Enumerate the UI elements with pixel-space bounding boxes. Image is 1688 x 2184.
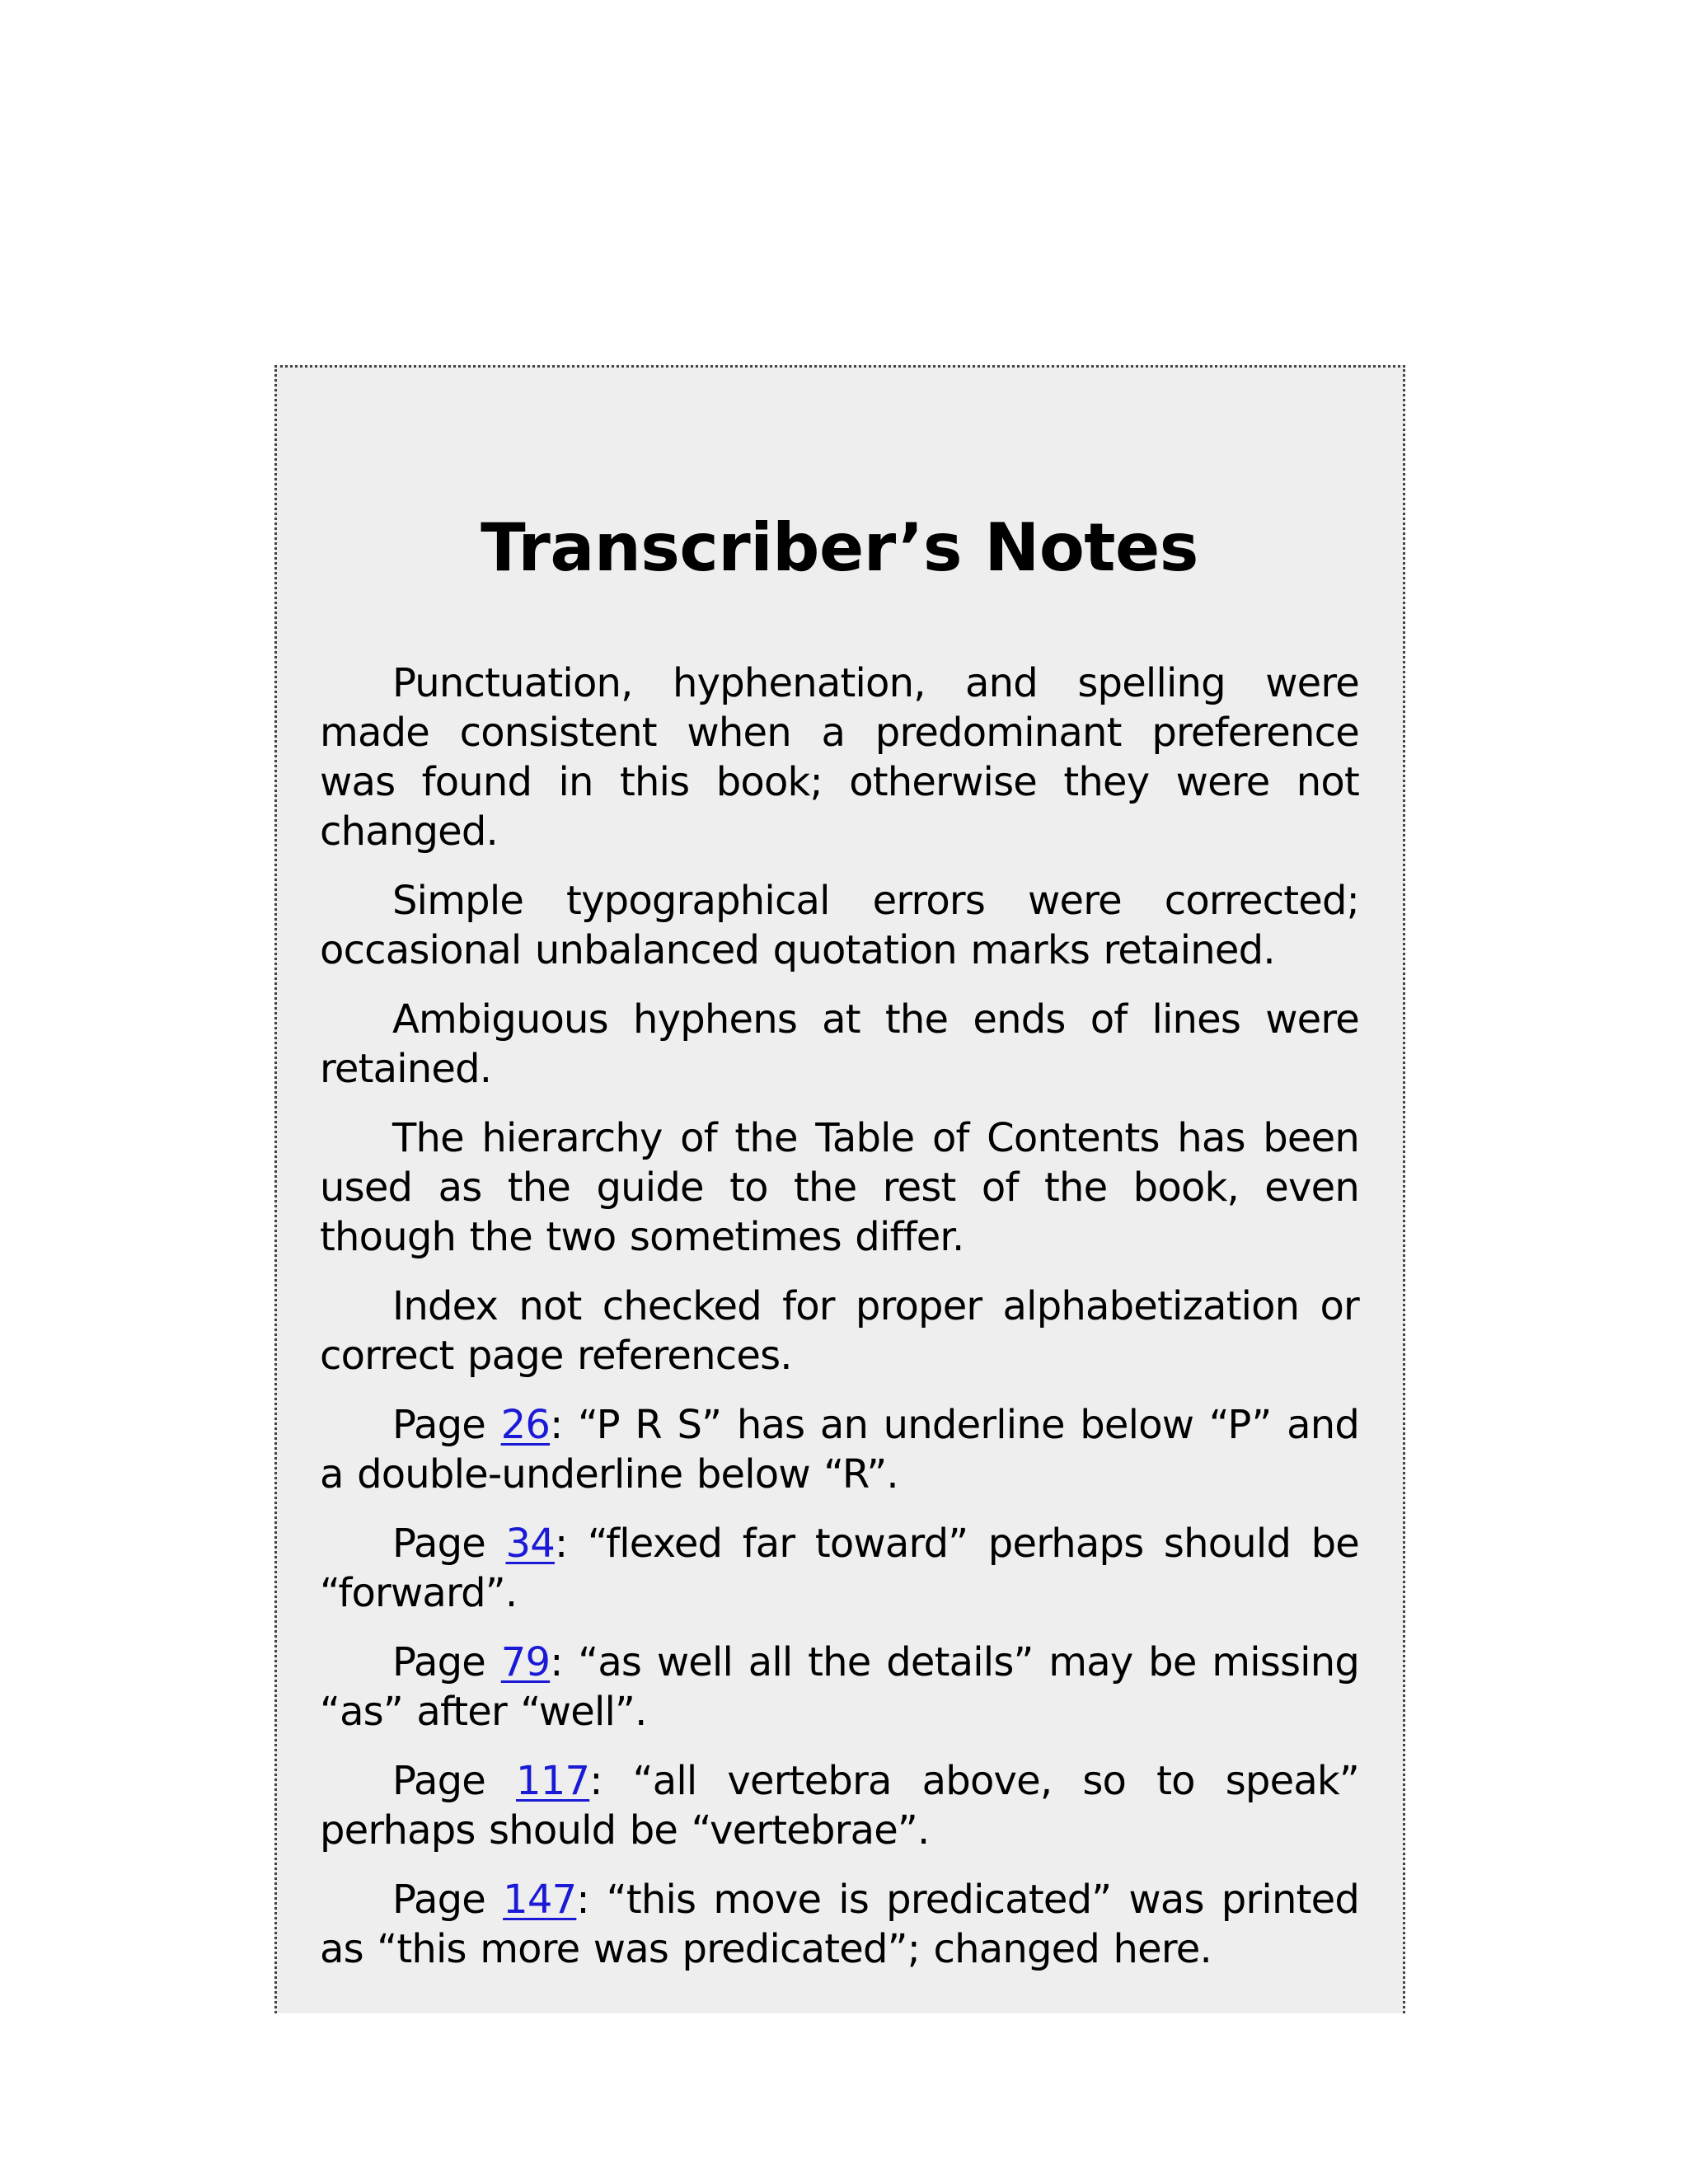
note-page-prefix: Page bbox=[392, 1877, 504, 1923]
note-paragraph: Simple typographical errors were corrected; occasional unbalanced quotation marks retained. bbox=[320, 878, 1359, 973]
note-correction-text: : “P R S” has an underline below “P” and a double-underline below “R”. bbox=[320, 1402, 1359, 1497]
note-page-prefix: Page bbox=[392, 1521, 506, 1567]
note-correction-text: : “all vertebra above, so to speak” perhaps should be “vertebrae”. bbox=[320, 1758, 1359, 1854]
note-page-correction bbox=[320, 1400, 1359, 1499]
note-page-correction bbox=[320, 1756, 1359, 1855]
note-paragraph: Index not checked for proper alphabetization or correct page references. bbox=[320, 1283, 1359, 1379]
page-link-117[interactable]: 117 bbox=[516, 1758, 590, 1804]
page-link-26[interactable]: 26 bbox=[500, 1402, 551, 1448]
page-link-79[interactable]: 79 bbox=[500, 1639, 551, 1685]
note-page-prefix: Page bbox=[392, 1758, 517, 1804]
notes-title: Transcriber’s Notes bbox=[481, 509, 1198, 586]
page-link-34[interactable]: 34 bbox=[505, 1521, 555, 1567]
note-page-prefix: Page bbox=[392, 1639, 501, 1685]
note-paragraph: Ambiguous hyphens at the ends of lines were retained. bbox=[320, 996, 1359, 1092]
note-correction-text: : “this move is predicated” was printed as “this more was predicated”; changed here. bbox=[320, 1877, 1359, 1972]
note-correction-text: : “as well all the details” may be missing “as” after “well”. bbox=[320, 1639, 1359, 1735]
note-page-correction bbox=[320, 1875, 1359, 1974]
page-link-147[interactable]: 147 bbox=[503, 1877, 577, 1923]
note-paragraph: Punctuation, hyphenation, and spelling were made consistent when a predominant preference was found in this book; otherwise they were not changed. bbox=[320, 660, 1359, 855]
note-correction-text: : “flexed far toward” perhaps should be “forward”. bbox=[320, 1521, 1359, 1616]
note-page-prefix: Page bbox=[392, 1402, 501, 1448]
transcriber-notes-box bbox=[274, 365, 1405, 2013]
note-page-correction bbox=[320, 1519, 1359, 1618]
note-paragraph: The hierarchy of the Table of Contents has been used as the guide to the rest of the book, even though the two sometimes differ. bbox=[320, 1115, 1359, 1260]
note-page-correction bbox=[320, 1638, 1359, 1736]
